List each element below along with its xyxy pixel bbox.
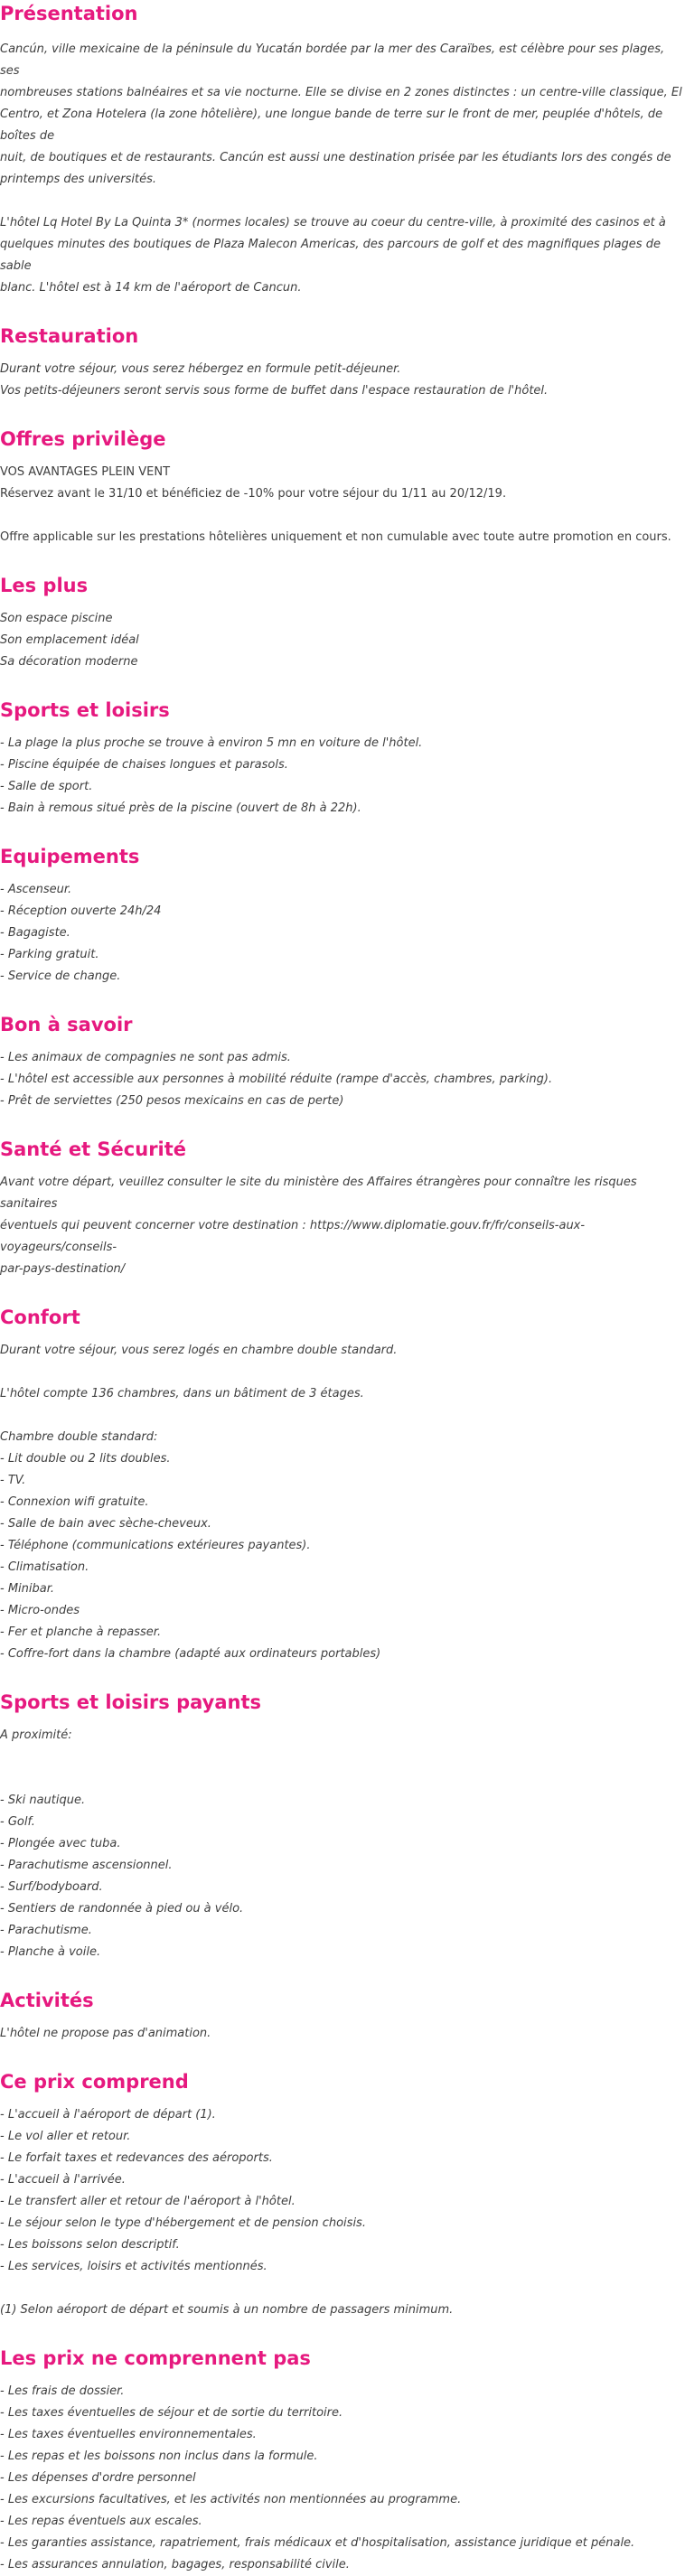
text-line: - Connexion wifi gratuite. xyxy=(0,1495,149,1509)
section-text xyxy=(0,2381,685,2576)
text-line: Son emplacement idéal xyxy=(0,633,139,647)
text-line: - Bain à remous situé près de la piscine (ouvert de 8h à 22h). xyxy=(0,801,361,815)
section-title: Présentation xyxy=(0,3,138,24)
text-line: - Les boissons selon descriptif. xyxy=(0,2238,180,2252)
section-title: Activités xyxy=(0,1990,94,2011)
section-title: Equipements xyxy=(0,846,140,867)
section-title: Confort xyxy=(0,1307,80,1328)
text-line: - Le séjour selon le type d'hébergement et de pension choisis. xyxy=(0,2216,366,2230)
text-line: Offre applicable sur les prestations hôtelières uniquement et non cumulable avec toute autre promotion en cours. xyxy=(0,530,671,544)
text-line: - Les taxes éventuelles environnementales. xyxy=(0,2428,257,2441)
section-text xyxy=(0,2023,685,2045)
blank-line xyxy=(0,505,685,527)
text-line: Centro, et Zona Hotelera (la zone hôtelière), une longue bande de terre sur le front de mer, peuplée d'hôtels, de boîtes de xyxy=(0,108,663,143)
text-line: Son espace piscine xyxy=(0,612,113,625)
text-line: - Les garanties assistance, rapatriement, frais médicaux et d'hospitalisation, assistance juridique et pénale. xyxy=(0,2536,635,2550)
section-text xyxy=(0,1047,685,1112)
section-les-prix-ne-comprennent-pas xyxy=(0,2347,685,2576)
text-line: - Réception ouverte 24h/24 xyxy=(0,904,162,918)
text-line: Vos petits-déjeuners seront servis sous forme de buffet dans l'espace restauration de l'hôtel. xyxy=(0,384,549,398)
text-line: VOS AVANTAGES PLEIN VENT xyxy=(0,465,171,479)
text-line: - Prêt de serviettes (250 pesos mexicains en cas de perte) xyxy=(0,1094,344,1108)
section-title: Restauration xyxy=(0,325,139,347)
section-title: Les prix ne comprennent pas xyxy=(0,2347,311,2369)
text-line: L'hôtel Lq Hotel By La Quinta 3* (normes locales) se trouve au coeur du centre-ville, à proximité des casinos et à xyxy=(0,216,666,229)
text-line: - Climatisation. xyxy=(0,1560,89,1574)
text-line: - L'accueil à l'aéroport de départ (1). xyxy=(0,2108,216,2122)
text-line: - La plage la plus proche se trouve à environ 5 mn en voiture de l'hôtel. xyxy=(0,736,423,750)
text-line: - Le transfert aller et retour de l'aéroport à l'hôtel. xyxy=(0,2195,296,2208)
text-line: - Les assurances annulation, bagages, responsabilité civile. xyxy=(0,2558,350,2571)
section-presentation xyxy=(0,2,685,299)
section-title: Santé et Sécurité xyxy=(0,1138,187,1160)
text-line: L'hôtel ne propose pas d'animation. xyxy=(0,2027,211,2040)
text-line: - Les repas éventuels aux escales. xyxy=(0,2515,202,2528)
section-text xyxy=(0,2104,685,2321)
text-line: - Micro-ondes xyxy=(0,1604,80,1617)
text-line: - Les excursions facultatives, et les activités non mentionnées au programme. xyxy=(0,2493,462,2506)
blank-line xyxy=(0,1362,685,1383)
section-title: Sports et loisirs xyxy=(0,699,170,721)
blank-line xyxy=(0,1405,685,1427)
blank-line xyxy=(0,1768,685,1790)
section-title: Ce prix comprend xyxy=(0,2071,189,2093)
text-line: - Service de change. xyxy=(0,970,121,983)
text-line: nombreuses stations balnéaires et sa vie nocturne. Elle se divise en 2 zones distinctes : un centre-ville classique, El xyxy=(0,86,682,99)
section-sante-et-securite xyxy=(0,1138,685,1280)
page-content xyxy=(0,2,685,2576)
text-line: éventuels qui peuvent concerner votre destination : https://www.diplomatie.gouv.fr/fr/conseils-aux-voyageurs/conseils- xyxy=(0,1219,586,1254)
text-line: - Parachutisme ascensionnel. xyxy=(0,1859,173,1872)
text-line: - Salle de sport. xyxy=(0,780,93,793)
section-text xyxy=(0,462,685,548)
text-line: - Minibar. xyxy=(0,1582,55,1596)
text-line: - Le forfait taxes et redevances des aéroports. xyxy=(0,2151,273,2165)
text-line: Réservez avant le 31/10 et bénéficiez de -10% pour votre séjour du 1/11 au 20/12/19. xyxy=(0,487,507,501)
text-line: - L'accueil à l'arrivée. xyxy=(0,2173,126,2187)
text-line: - Fer et planche à repasser. xyxy=(0,1625,162,1639)
text-line: Avant votre départ, veuillez consulter le site du ministère des Affaires étrangères pour connaître les risques sanitaires xyxy=(0,1176,637,1211)
text-line: blanc. L'hôtel est à 14 km de l'aéroport de Cancun. xyxy=(0,281,302,295)
text-line: - Parking gratuit. xyxy=(0,948,99,961)
text-line: - Les frais de dossier. xyxy=(0,2384,125,2398)
section-title: Sports et loisirs payants xyxy=(0,1691,261,1713)
blank-line xyxy=(0,191,685,212)
section-title: Les plus xyxy=(0,575,89,596)
section-offres-privilege xyxy=(0,427,685,548)
text-line: - Les animaux de compagnies ne sont pas admis. xyxy=(0,1051,291,1064)
section-title: Bon à savoir xyxy=(0,1014,133,1035)
text-line: - Coffre-fort dans la chambre (adapté aux ordinateurs portables) xyxy=(0,1647,381,1661)
text-line: - TV. xyxy=(0,1474,26,1487)
section-text xyxy=(0,39,685,299)
text-line: - Les taxes éventuelles de séjour et de sortie du territoire. xyxy=(0,2406,343,2420)
text-line: - Ascenseur. xyxy=(0,883,72,896)
section-bon-a-savoir xyxy=(0,1013,685,1112)
text-line: - Golf. xyxy=(0,1815,35,1829)
section-text xyxy=(0,1725,685,1963)
text-line: par-pays-destination/ xyxy=(0,1262,126,1276)
text-line: quelques minutes des boutiques de Plaza Malecon Americas, des parcours de golf et des magnifiques plages de sable xyxy=(0,238,661,273)
section-restauration xyxy=(0,324,685,402)
text-line: (1) Selon aéroport de départ et soumis à un nombre de passagers minimum. xyxy=(0,2303,454,2317)
section-text xyxy=(0,879,685,988)
section-text xyxy=(0,608,685,673)
section-title: Offres privilège xyxy=(0,428,166,450)
text-line: Sa décoration moderne xyxy=(0,655,138,669)
text-line: - Planche à voile. xyxy=(0,1945,101,1959)
text-line: Durant votre séjour, vous serez hébergez en formule petit-déjeuner. xyxy=(0,362,401,376)
section-ce-prix-comprend xyxy=(0,2070,685,2321)
section-les-plus xyxy=(0,574,685,673)
text-line: printemps des universités. xyxy=(0,173,157,186)
text-line: - Les repas et les boissons non inclus dans la formule. xyxy=(0,2450,318,2463)
text-line: nuit, de boutiques et de restaurants. Cancún est aussi une destination prisée par les étudiants lors des congés de xyxy=(0,151,671,164)
section-equipements xyxy=(0,845,685,988)
text-line: Durant votre séjour, vous serez logés en chambre double standard. xyxy=(0,1344,398,1357)
text-line: - Parachutisme. xyxy=(0,1924,92,1937)
text-line: Chambre double standard: xyxy=(0,1430,158,1444)
text-line: Cancún, ville mexicaine de la péninsule du Yucatán bordée par la mer des Caraïbes, est célèbre pour ses plages, ses xyxy=(0,42,665,78)
blank-line xyxy=(0,1747,685,1768)
section-activites xyxy=(0,1989,685,2045)
text-line: - Piscine équipée de chaises longues et parasols. xyxy=(0,758,288,772)
section-sports-et-loisirs-payants xyxy=(0,1691,685,1963)
text-line: - Ski nautique. xyxy=(0,1794,86,1807)
section-sports-et-loisirs xyxy=(0,698,685,820)
text-line: - Lit double ou 2 lits doubles. xyxy=(0,1452,171,1466)
text-line: - Les services, loisirs et activités mentionnés. xyxy=(0,2260,267,2273)
text-line: - Les dépenses d'ordre personnel xyxy=(0,2471,196,2485)
text-line: L'hôtel compte 136 chambres, dans un bâtiment de 3 étages. xyxy=(0,1387,364,1400)
text-line: - L'hôtel est accessible aux personnes à mobilité réduite (rampe d'accès, chambres, parking). xyxy=(0,1073,553,1086)
text-line: - Bagagiste. xyxy=(0,926,70,940)
section-text xyxy=(0,733,685,820)
text-line: - Surf/bodyboard. xyxy=(0,1880,103,1894)
text-line: - Téléphone (communications extérieures payantes). xyxy=(0,1539,311,1552)
blank-line xyxy=(0,2278,685,2300)
section-text xyxy=(0,1172,685,1280)
section-text xyxy=(0,359,685,402)
text-line: - Plongée avec tuba. xyxy=(0,1837,121,1850)
text-line: - Salle de bain avec sèche-cheveux. xyxy=(0,1517,211,1531)
section-text xyxy=(0,1340,685,1665)
text-line: A proximité: xyxy=(0,1728,72,1742)
section-confort xyxy=(0,1306,685,1665)
text-line: - Le vol aller et retour. xyxy=(0,2130,131,2143)
text-line: - Sentiers de randonnée à pied ou à vélo. xyxy=(0,1902,244,1916)
